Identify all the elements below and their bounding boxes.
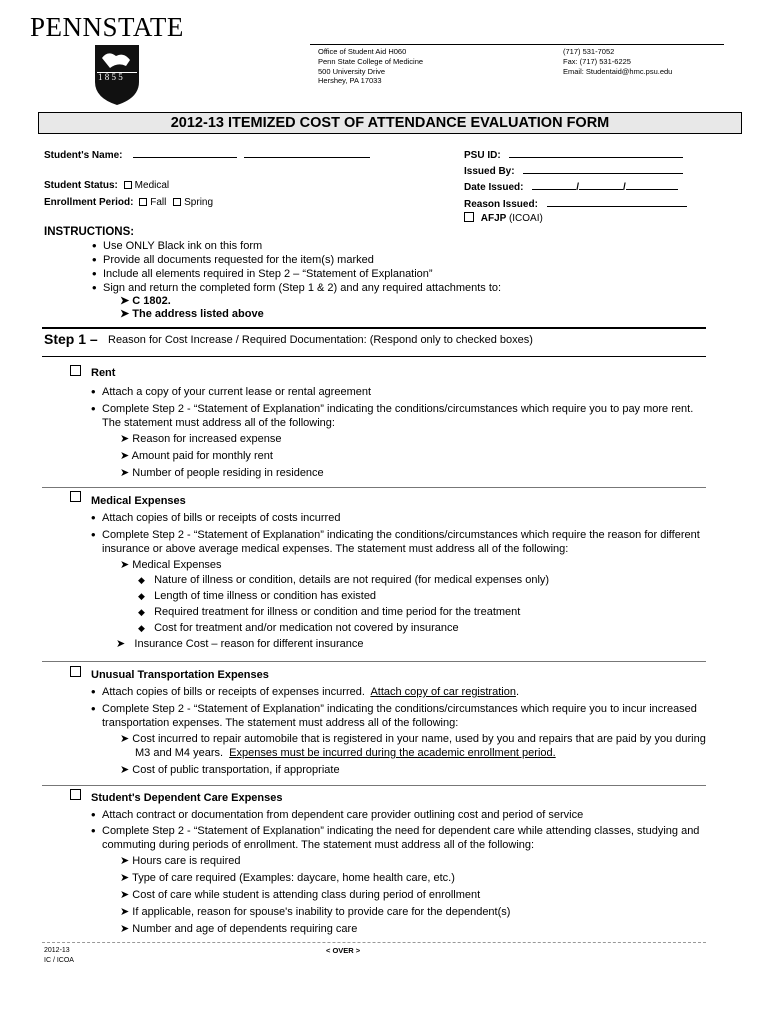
- student-status-row: [44, 180, 169, 191]
- arrow-icon: ➤: [120, 764, 130, 776]
- office-contact: (717) 531-7052 Fax: (717) 531-6225 Email: Studentaid@hmc.psu.edu: [563, 47, 673, 76]
- transportation-title: Unusual Transportation Expenses: [91, 669, 269, 681]
- over-indicator: < OVER >: [326, 946, 361, 955]
- date-issued-row: Date Issued: / /: [464, 180, 678, 193]
- fall-option-label: Fall: [150, 197, 167, 208]
- arrow-icon: ➤: [120, 308, 130, 320]
- instructions-heading: INSTRUCTIONS:: [44, 226, 135, 238]
- transportation-checkbox[interactable]: [70, 666, 81, 677]
- diamond-icon: ◆: [138, 575, 145, 585]
- enrollment-period-row: [44, 197, 213, 208]
- arrow-icon: ➤: [120, 889, 130, 901]
- arrow-icon: ➤: [120, 450, 130, 462]
- date-issued-label: Date Issued:: [464, 182, 524, 193]
- medical-checkbox[interactable]: [124, 181, 132, 189]
- students-first-name-field[interactable]: [133, 148, 237, 158]
- arrow-icon: ➤: [120, 433, 130, 445]
- form-title: 2012-13 ITEMIZED COST OF ATTENDANCE EVALUATION FORM: [170, 115, 610, 131]
- dependent-sub-item: ➤ Hours care is required: [120, 855, 241, 867]
- medical-bullet: • Attach copies of bills or receipts of costs incurred: [102, 511, 340, 525]
- instruction-item: • Sign and return the completed form (Step 1 & 2) and any required attachments to:: [103, 281, 501, 295]
- spring-option-label: Spring: [184, 197, 214, 208]
- medical-detail-item: ◆ Cost for treatment and/or medication not covered by insurance: [138, 622, 459, 634]
- medical-sub-item: ➤ Medical Expenses: [120, 559, 222, 571]
- afjp-row: [464, 212, 543, 224]
- spring-checkbox[interactable]: [173, 198, 181, 206]
- arrow-icon: ➤: [120, 295, 130, 307]
- issued-by-row: [464, 164, 683, 177]
- dependent-bullet: • Complete Step 2 - “Statement of Explanation” indicating the need for dependent care while attending classes, studying and: [102, 824, 699, 838]
- section-divider: [42, 661, 706, 662]
- transportation-sub-item: ➤ Cost incurred to repair automobile that is registered in your name, used by you and repairs that are paid by you during: [120, 733, 706, 745]
- rent-checkbox[interactable]: [70, 365, 81, 376]
- afjp-label: AFJP: [480, 213, 507, 224]
- rent-sub-item: ➤ Reason for increased expense: [120, 433, 282, 445]
- office-address: Office of Student Aid H060 Penn State College of Medicine 500 University Drive Hershey, PA 17033: [318, 47, 424, 86]
- transportation-sub-item-cont: M3 and M4 years. Expenses must be incurred during the academic enrollment period.: [135, 747, 556, 759]
- section-divider: [42, 785, 706, 786]
- arrow-icon: ➤: [116, 638, 126, 650]
- date-year-field[interactable]: [626, 180, 678, 190]
- enrollment-period-label: Enrollment Period:: [44, 197, 134, 208]
- step1-top-rule: [42, 327, 706, 329]
- issued-by-field[interactable]: [523, 164, 683, 174]
- rent-sub-item: ➤ Amount paid for monthly rent: [120, 450, 273, 462]
- instruction-item: • Use ONLY Black ink on this form: [103, 239, 262, 253]
- diamond-icon: ◆: [138, 591, 145, 601]
- arrow-icon: ➤: [120, 559, 130, 571]
- form-title-box: [38, 112, 742, 134]
- step1-label: Step 1 –: [44, 331, 98, 347]
- arrow-icon: ➤: [120, 855, 130, 867]
- step1-description: Reason for Cost Increase / Required Documentation: (Respond only to checked boxes): [108, 334, 533, 346]
- dependent-sub-item: ➤ Number and age of dependents requiring care: [120, 923, 358, 935]
- seal-year: 1 8 5 5: [98, 72, 123, 82]
- psu-id-label: PSU ID:: [464, 150, 501, 161]
- medical-expenses-title: Medical Expenses: [91, 495, 186, 507]
- header-rule: [310, 44, 724, 45]
- reason-issued-field[interactable]: [547, 197, 687, 207]
- instruction-sub-item: ➤ The address listed above: [120, 308, 264, 320]
- medical-sub-item: ➤ Insurance Cost – reason for different insurance: [116, 638, 364, 650]
- arrow-icon: ➤: [120, 467, 130, 479]
- students-name-label: Student's Name:: [44, 150, 123, 161]
- arrow-icon: ➤: [120, 872, 130, 884]
- arrow-icon: ➤: [120, 906, 130, 918]
- rent-bullet-cont: The statement must address all of the following:: [102, 417, 335, 429]
- dependent-bullet: • Attach contract or documentation from dependent care provider outlining cost and period of service: [102, 808, 583, 822]
- psu-id-field[interactable]: [509, 148, 683, 158]
- diamond-icon: ◆: [138, 623, 145, 633]
- step1-bottom-rule: [42, 356, 706, 357]
- pennstate-logo: PENNSTATE: [30, 12, 184, 42]
- students-last-name-field[interactable]: [244, 148, 370, 158]
- date-day-field[interactable]: [579, 180, 623, 190]
- footer-rule: [42, 942, 706, 943]
- medical-detail-item: ◆ Nature of illness or condition, details are not required (for medical expenses only): [138, 574, 550, 586]
- dependent-sub-item: ➤ If applicable, reason for spouse's inability to provide care for the dependent(s): [120, 906, 511, 918]
- medical-expenses-checkbox[interactable]: [70, 491, 81, 502]
- reason-issued-label: Reason Issued:: [464, 199, 538, 210]
- transportation-bullet: • Attach copies of bills or receipts of expenses incurred. Attach copy of car registration.: [102, 685, 519, 699]
- diamond-icon: ◆: [138, 607, 145, 617]
- reason-issued-row: [464, 197, 687, 210]
- medical-option-label: Medical: [134, 180, 170, 191]
- student-status-label: Student Status:: [44, 180, 118, 191]
- issued-by-label: Issued By:: [464, 166, 515, 177]
- dependent-sub-item: ➤ Type of care required (Examples: daycare, home health care, etc.): [120, 872, 455, 884]
- dependent-care-checkbox[interactable]: [70, 789, 81, 800]
- date-month-field[interactable]: [532, 180, 576, 190]
- rent-bullet: • Attach a copy of your current lease or rental agreement: [102, 385, 371, 399]
- icoai-label: (ICOAI): [508, 213, 543, 224]
- transportation-bullet: • Complete Step 2 - “Statement of Explanation” indicating the conditions/circumstances which require you to incur increased: [102, 702, 697, 716]
- fall-checkbox[interactable]: [139, 198, 147, 206]
- transportation-sub-item: ➤ Cost of public transportation, if appropriate: [120, 764, 340, 776]
- dependent-bullet-cont: commuting during periods of enrollment. The statement must address all of the following:: [102, 839, 535, 851]
- footer-code: 2012-13 IC / ICOA: [44, 947, 74, 964]
- rent-title: Rent: [91, 367, 116, 379]
- rent-sub-item: ➤ Number of people residing in residence: [120, 467, 324, 479]
- medical-detail-item: ◆ Length of time illness or condition has existed: [138, 590, 377, 602]
- afjp-checkbox[interactable]: [464, 212, 474, 222]
- students-name-row: [44, 148, 370, 161]
- instruction-item: • Include all elements required in Step 2 – “Statement of Explanation”: [103, 267, 433, 281]
- transportation-bullet-cont: transportation expenses. The statement must address all of the following:: [102, 717, 459, 729]
- instruction-sub-item: ➤ C 1802.: [120, 295, 171, 307]
- arrow-icon: ➤: [120, 733, 130, 745]
- psu-id-row: [464, 148, 683, 161]
- medical-bullet-cont: insurance or above average medical expenses. The statement must address all of the following:: [102, 543, 569, 555]
- dependent-care-title: Student's Dependent Care Expenses: [91, 792, 283, 804]
- section-divider: [42, 487, 706, 488]
- rent-bullet: • Complete Step 2 - “Statement of Explanation” indicating the conditions/circumstances which require you to pay more rent.: [102, 402, 693, 416]
- medical-detail-item: ◆ Required treatment for illness or condition and time period for the treatment: [138, 606, 521, 618]
- arrow-icon: ➤: [120, 923, 130, 935]
- dependent-sub-item: ➤ Cost of care while student is attending class during period of enrollment: [120, 889, 481, 901]
- instruction-item: • Provide all documents requested for the item(s) marked: [103, 253, 374, 267]
- medical-bullet: • Complete Step 2 - “Statement of Explanation” indicating the conditions/circumstances which require the reason for different: [102, 528, 700, 542]
